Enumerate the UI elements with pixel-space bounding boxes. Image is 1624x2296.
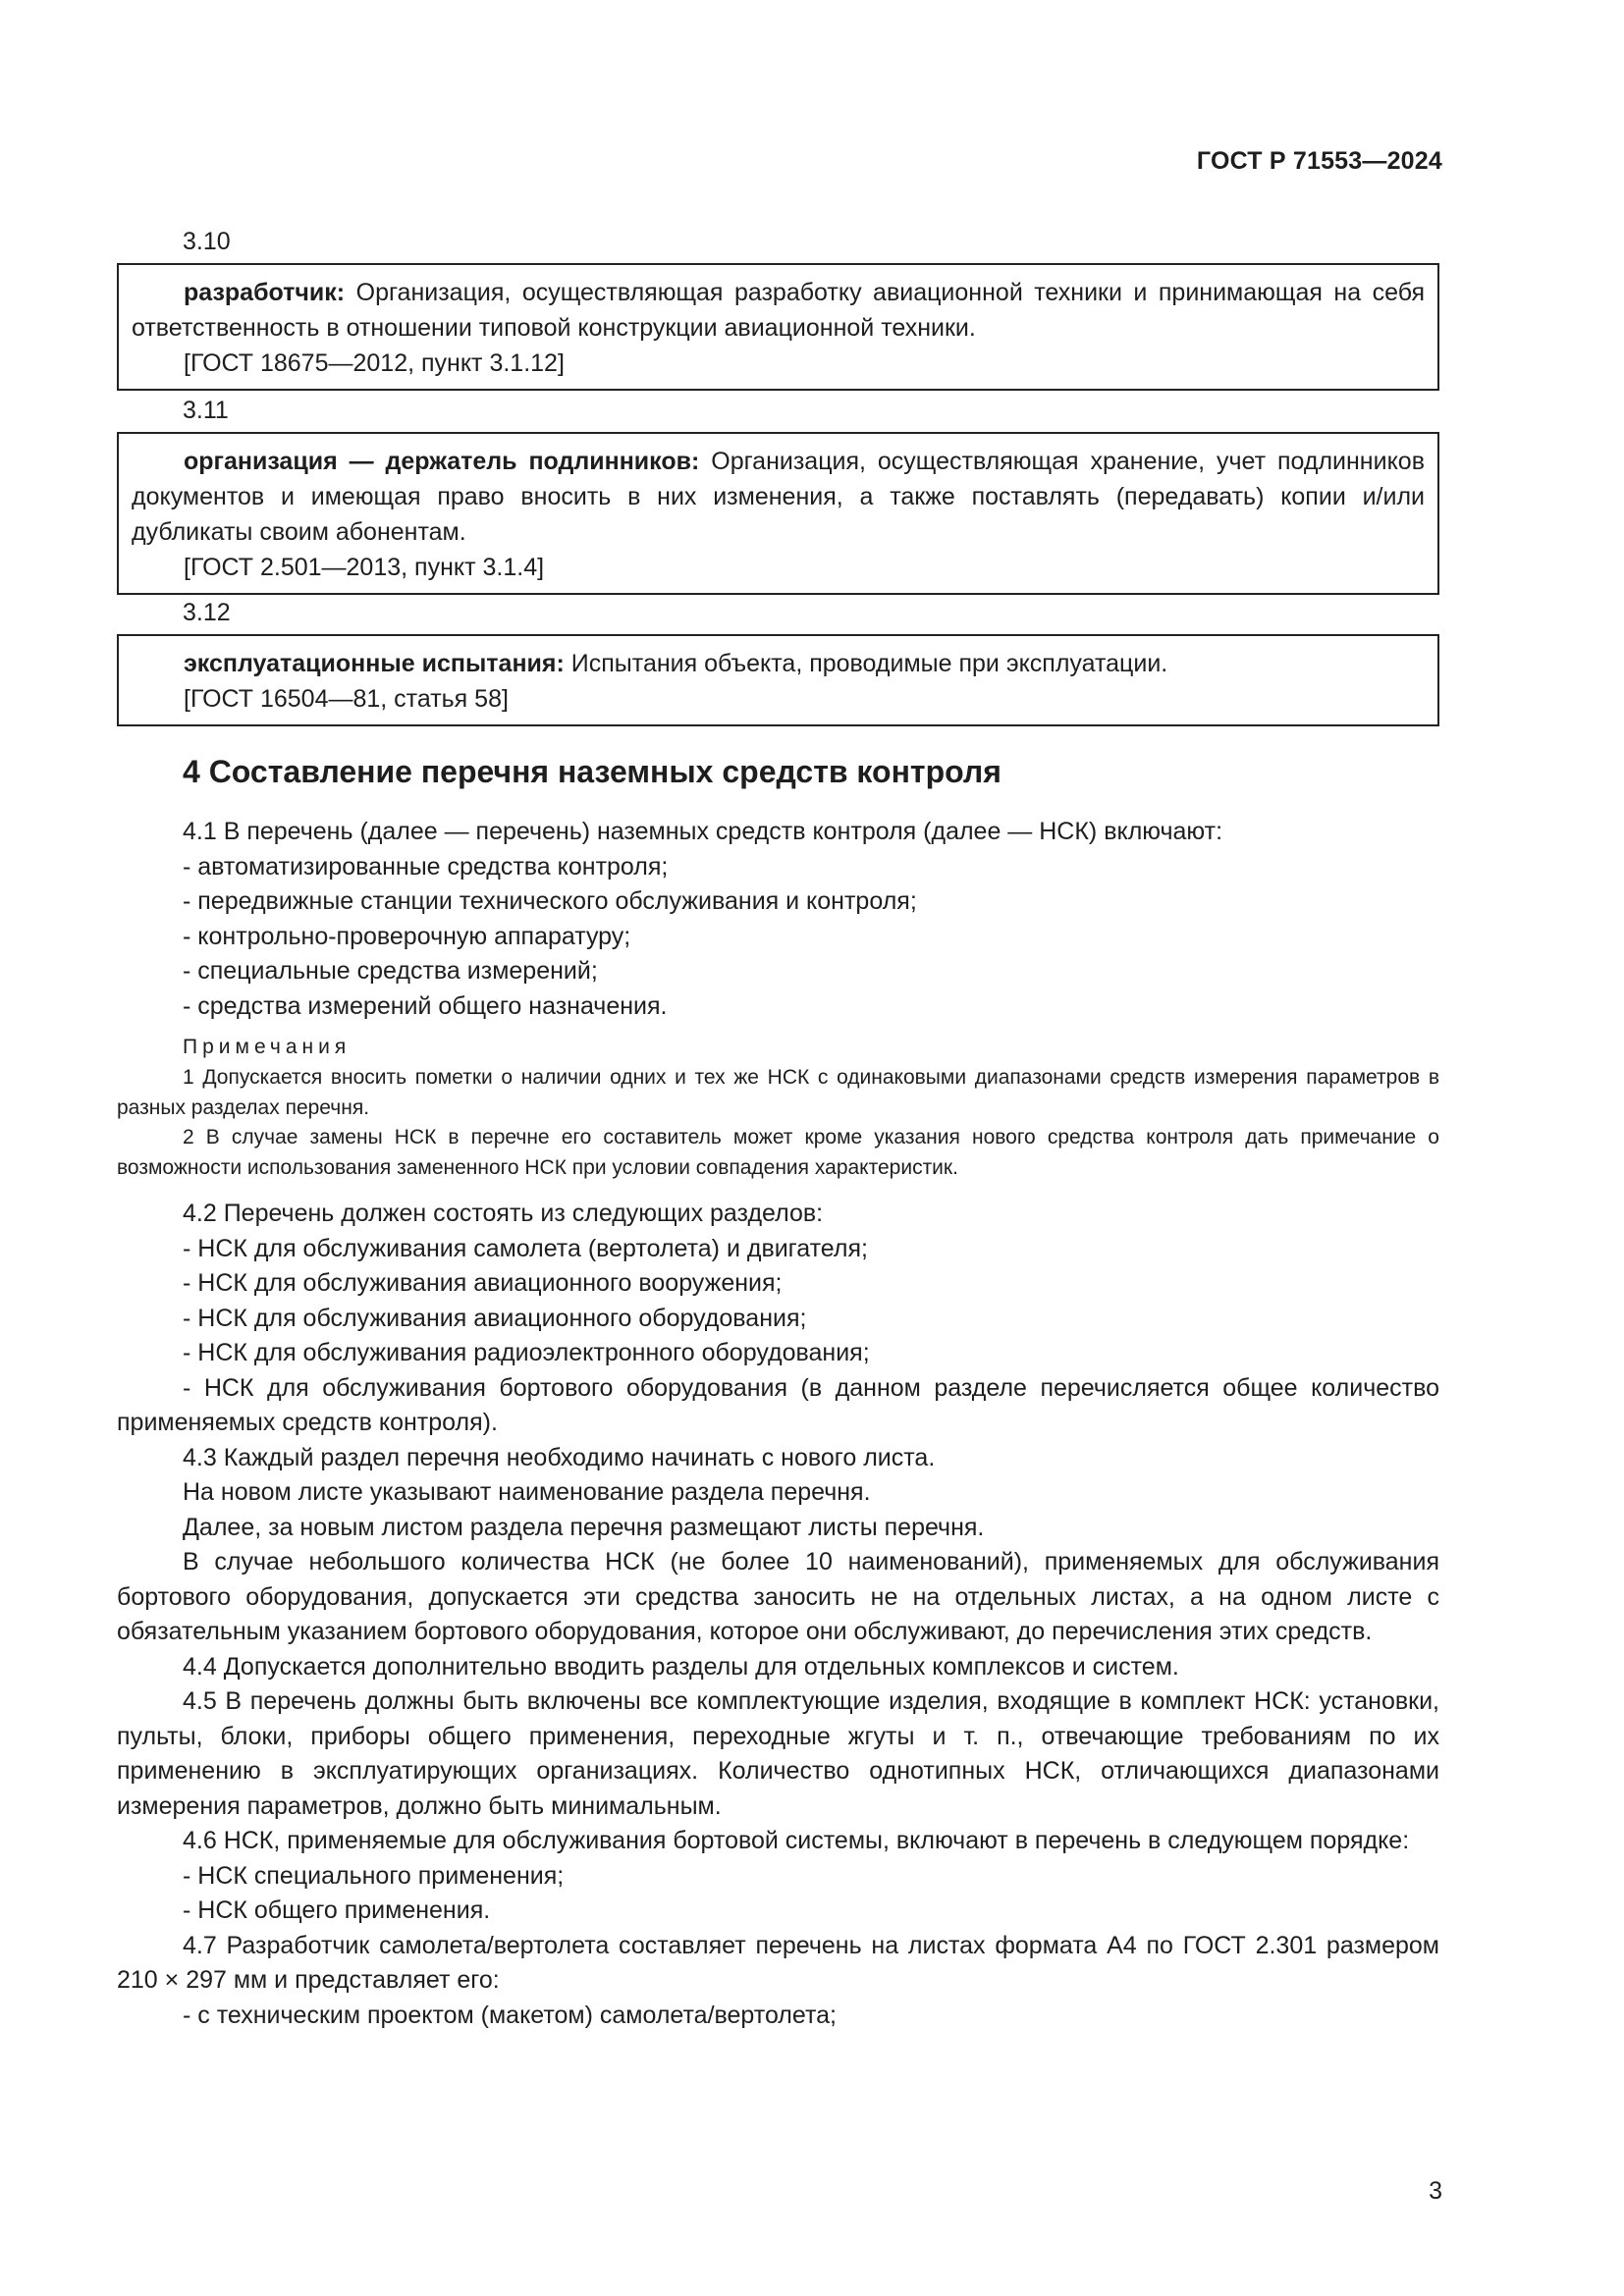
list-item: - НСК для обслуживания радиоэлектронного оборудования; [183, 1339, 870, 1366]
list-item: - НСК для обслуживания авиационного вооружения; [183, 1269, 783, 1297]
paragraph: Далее, за новым листом раздела перечня размещают листы перечня. [183, 1513, 985, 1541]
term-definition: Испытания объекта, проводимые при эксплуатации. [570, 650, 1168, 677]
paragraph-4-5: 4.5 В перечень должны быть включены все комплектующие изделия, входящие в комплект НСК: установки, пульты, блоки, приборы общего применения, переходные жгуты и т. п., отвечающие требованиям по их применению в эксплуатирующих организациях. Количество однотипных НСК, отличающихся диапазонами измерения параметров, должно быть минимальным. [117, 1687, 1439, 1820]
term-definition-box [117, 634, 1439, 726]
list-item: - НСК для обслуживания бортового оборудования (в данном разделе перечисляется общее количество применяемых средств контроля). [117, 1373, 1439, 1436]
list-item: - с техническим проектом (макетом) самолета/вертолета; [183, 2001, 837, 2029]
document-code: ГОСТ Р 71553—2024 [1196, 147, 1442, 175]
paragraph-4-6: 4.6 НСК, применяемые для обслуживания бортовой системы, включают в перечень в следующем порядке: [183, 1827, 1410, 1854]
list-item: - НСК для обслуживания авиационного оборудования; [183, 1304, 807, 1332]
term-reference: [ГОСТ 2.501—2013, пункт 3.1.4] [184, 554, 545, 581]
term-definition-box [117, 263, 1439, 391]
list-item: - НСК для обслуживания самолета (вертолета) и двигателя; [183, 1234, 868, 1262]
term-reference: [ГОСТ 16504—81, статья 58] [184, 685, 509, 713]
term-number: 3.11 [183, 397, 229, 424]
paragraph: В случае небольшого количества НСК (не более 10 наименований), применяемых для обслуживания бортового оборудования, допускается эти средства заносить не на отдельных листах, а на одном листе с обязательным указанием бортового оборудования, которое они обслуживают, до перечисления этих средств. [117, 1548, 1439, 1645]
term-name: организация — держатель подлинников: [184, 448, 700, 475]
list-item: - специальные средства измерений; [183, 957, 598, 985]
paragraph-4-7: 4.7 Разработчик самолета/вертолета составляет перечень на листах формата А4 по ГОСТ 2.301 размером 210 × 297 мм и представляет его: [117, 1931, 1439, 1994]
page-number: 3 [1429, 2177, 1442, 2205]
list-item: - передвижные станции технического обслуживания и контроля; [183, 887, 917, 915]
term-definition: Организация, осуществляющая разработку авиационной техники и принимающая на себя ответственность в отношении типовой конструкции авиационной техники. [132, 279, 1425, 342]
paragraph-4-2: 4.2 Перечень должен состоять из следующих разделов: [183, 1200, 824, 1227]
section-heading: 4 Составление перечня наземных средств контроля [183, 754, 1001, 789]
term-number: 3.12 [183, 599, 231, 626]
term-number: 3.10 [183, 228, 231, 255]
term-reference: [ГОСТ 18675—2012, пункт 3.1.12] [184, 349, 565, 377]
paragraph-4-3: 4.3 Каждый раздел перечня необходимо начинать с нового листа. [183, 1443, 936, 1471]
paragraph-4-4: 4.4 Допускается дополнительно вводить разделы для отдельных комплексов и систем. [183, 1652, 1179, 1681]
note: 2 В случае замены НСК в перечне его составитель может кроме указания нового средства контроля дать примечание о возможности использования замененного НСК при условии совпадения характеристик. [117, 1126, 1439, 1179]
list-item: - автоматизированные средства контроля; [183, 852, 669, 881]
notes-title: Примечания [183, 1036, 352, 1058]
list-item: - НСК специального применения; [183, 1861, 565, 1890]
list-item: - контрольно-проверочную аппаратуру; [183, 922, 631, 950]
note: 1 Допускается вносить пометки о наличии одних и тех же НСК с одинаковыми диапазонами средств измерения параметров в разных разделах перечня. [117, 1066, 1439, 1119]
term-definition-box [117, 432, 1439, 595]
term-name: разработчик: [184, 279, 346, 306]
term-definition: Организация, осуществляющая хранение, учет подлинников документов и имеющая право вносить в них изменения, а также поставлять (передавать) копии и/или дубликаты своим абонентам. [132, 448, 1425, 546]
list-item: - средства измерений общего назначения. [183, 991, 668, 1020]
paragraph: На новом листе указывают наименование раздела перечня. [183, 1478, 871, 1506]
section-body [117, 815, 1439, 2033]
paragraph-4-1: 4.1 В перечень (далее — перечень) наземных средств контроля (далее — НСК) включают: [183, 818, 1223, 845]
list-item: - НСК общего применения. [183, 1896, 491, 1924]
term-name: эксплуатационные испытания: [184, 650, 565, 677]
